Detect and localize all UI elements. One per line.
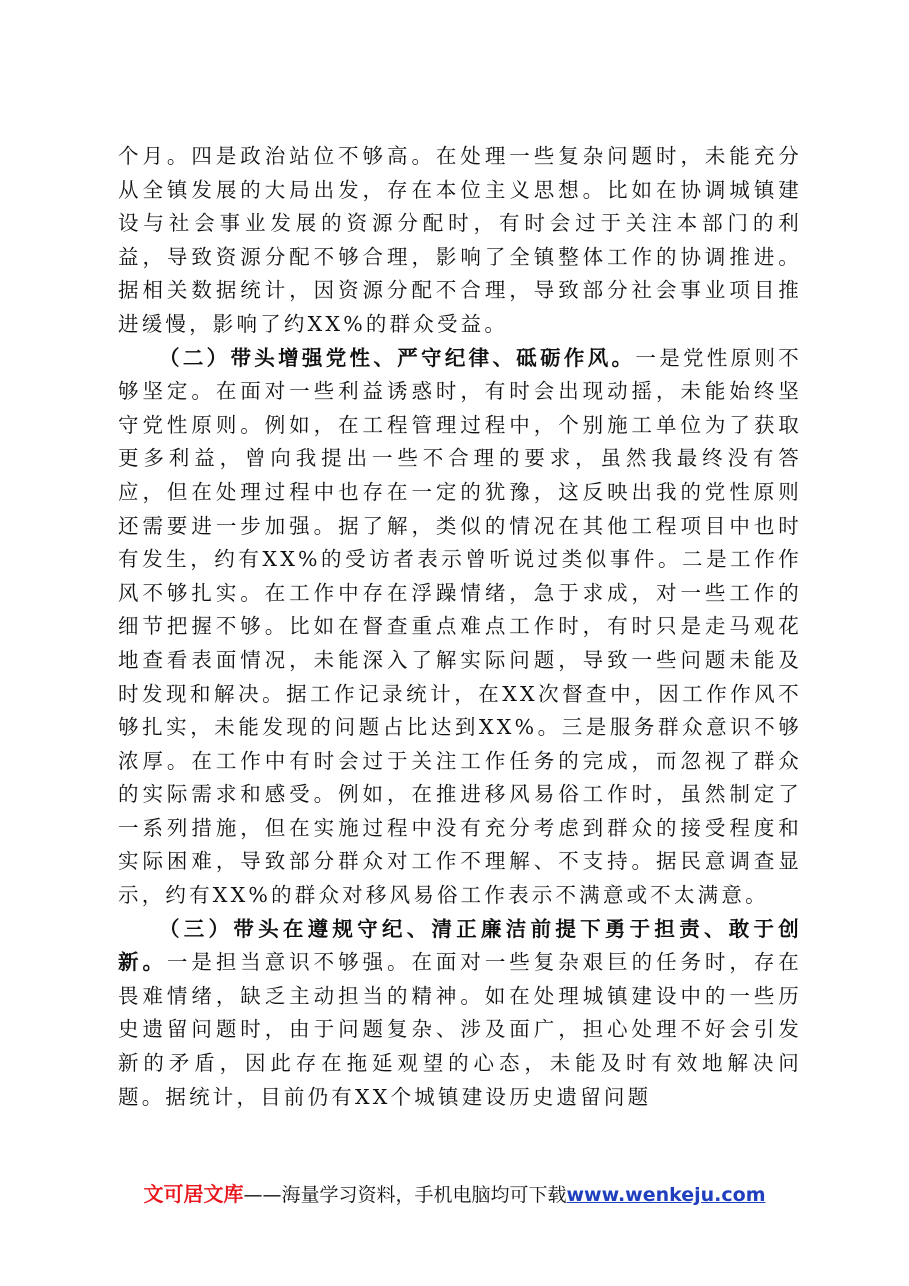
footer-tagline: ——海量学习资料，手机电脑均可下载 bbox=[243, 1184, 567, 1206]
footer-link[interactable]: www.wenkeju.com bbox=[566, 1184, 766, 1206]
paragraph-3-text: 一是担当意识不够强。在面对一些复杂艰巨的任务时，存在畏难情绪，缺乏主动担当的精神。如在处理城镇建设中的一些历史遗留问题时，由于问题复杂、涉及面广，担心处理不好会引发新的矛盾，因此存在拖延观望的心态，未能及时有效地解决问题。据统计，目前仍有XX个城镇建设历史遗留问题 bbox=[118, 950, 803, 1109]
paragraph-3 bbox=[118, 913, 802, 1115]
paragraph-2-text: 一是党性原则不够坚定。在面对一些利益诱惑时，有时会出现动摇，未能始终坚守党性原则。例如，在工程管理过程中，个别施工单位为了获取更多利益，曾向我提出一些不合理的要求，虽然我最终没有答应，但在处理过程中也存在一定的犹豫，这反映出我的党性原则还需要进一步加强。据了解，类似的情况在其他工程项目中也时有发生，约有XX%的受访者表示曾听说过类似事件。二是工作作风不够扎实。在工作中存在浮躁情绪，急于求成，对一些工作的细节把握不够。比如在督查重点难点工作时，有时只是走马观花地查看表面情况，未能深入了解实际问题，导致一些问题未能及时发现和解决。据工作记录统计，在XX次督查中，因工作作风不够扎实，未能发现的问题占比达到XX%。三是服务群众意识不够浓厚。在工作中有时会过于关注工作任务的完成，而忽视了群众的实际需求和感受。例如，在推进移风易俗工作时，虽然制定了一系列措施，但在实施过程中没有充分考虑到群众的接受程度和实际困难，导致部分群众对工作不理解、不支持。据民意调查显示，约有XX%的群众对移风易俗工作表示不满意或不太满意。 bbox=[118, 345, 803, 908]
document-body bbox=[118, 140, 802, 1114]
paragraph-1-text: 个月。四是政治站位不够高。在处理一些复杂问题时，未能充分从全镇发展的大局出发，存在本位主义思想。比如在协调城镇建设与社会事业发展的资源分配时，有时会过于关注本部门的利益，导致资源分配不够合理，影响了全镇整体工作的协调推进。据相关数据统计，因资源分配不合理，导致部分社会事业项目推进缓慢，影响了约XX%的群众受益。 bbox=[118, 144, 802, 336]
page-footer bbox=[0, 1180, 909, 1209]
paragraph-3-heading: （三）带头在遵规守纪、清正廉洁前提下勇于担责、敢于创新。 bbox=[118, 916, 802, 975]
footer-brand: 文可居文库 bbox=[143, 1182, 244, 1206]
paragraph-1 bbox=[118, 140, 802, 342]
paragraph-2 bbox=[118, 342, 802, 913]
paragraph-2-heading: （二）带头增强党性、严守纪律、砥砺作风。 bbox=[159, 345, 636, 370]
